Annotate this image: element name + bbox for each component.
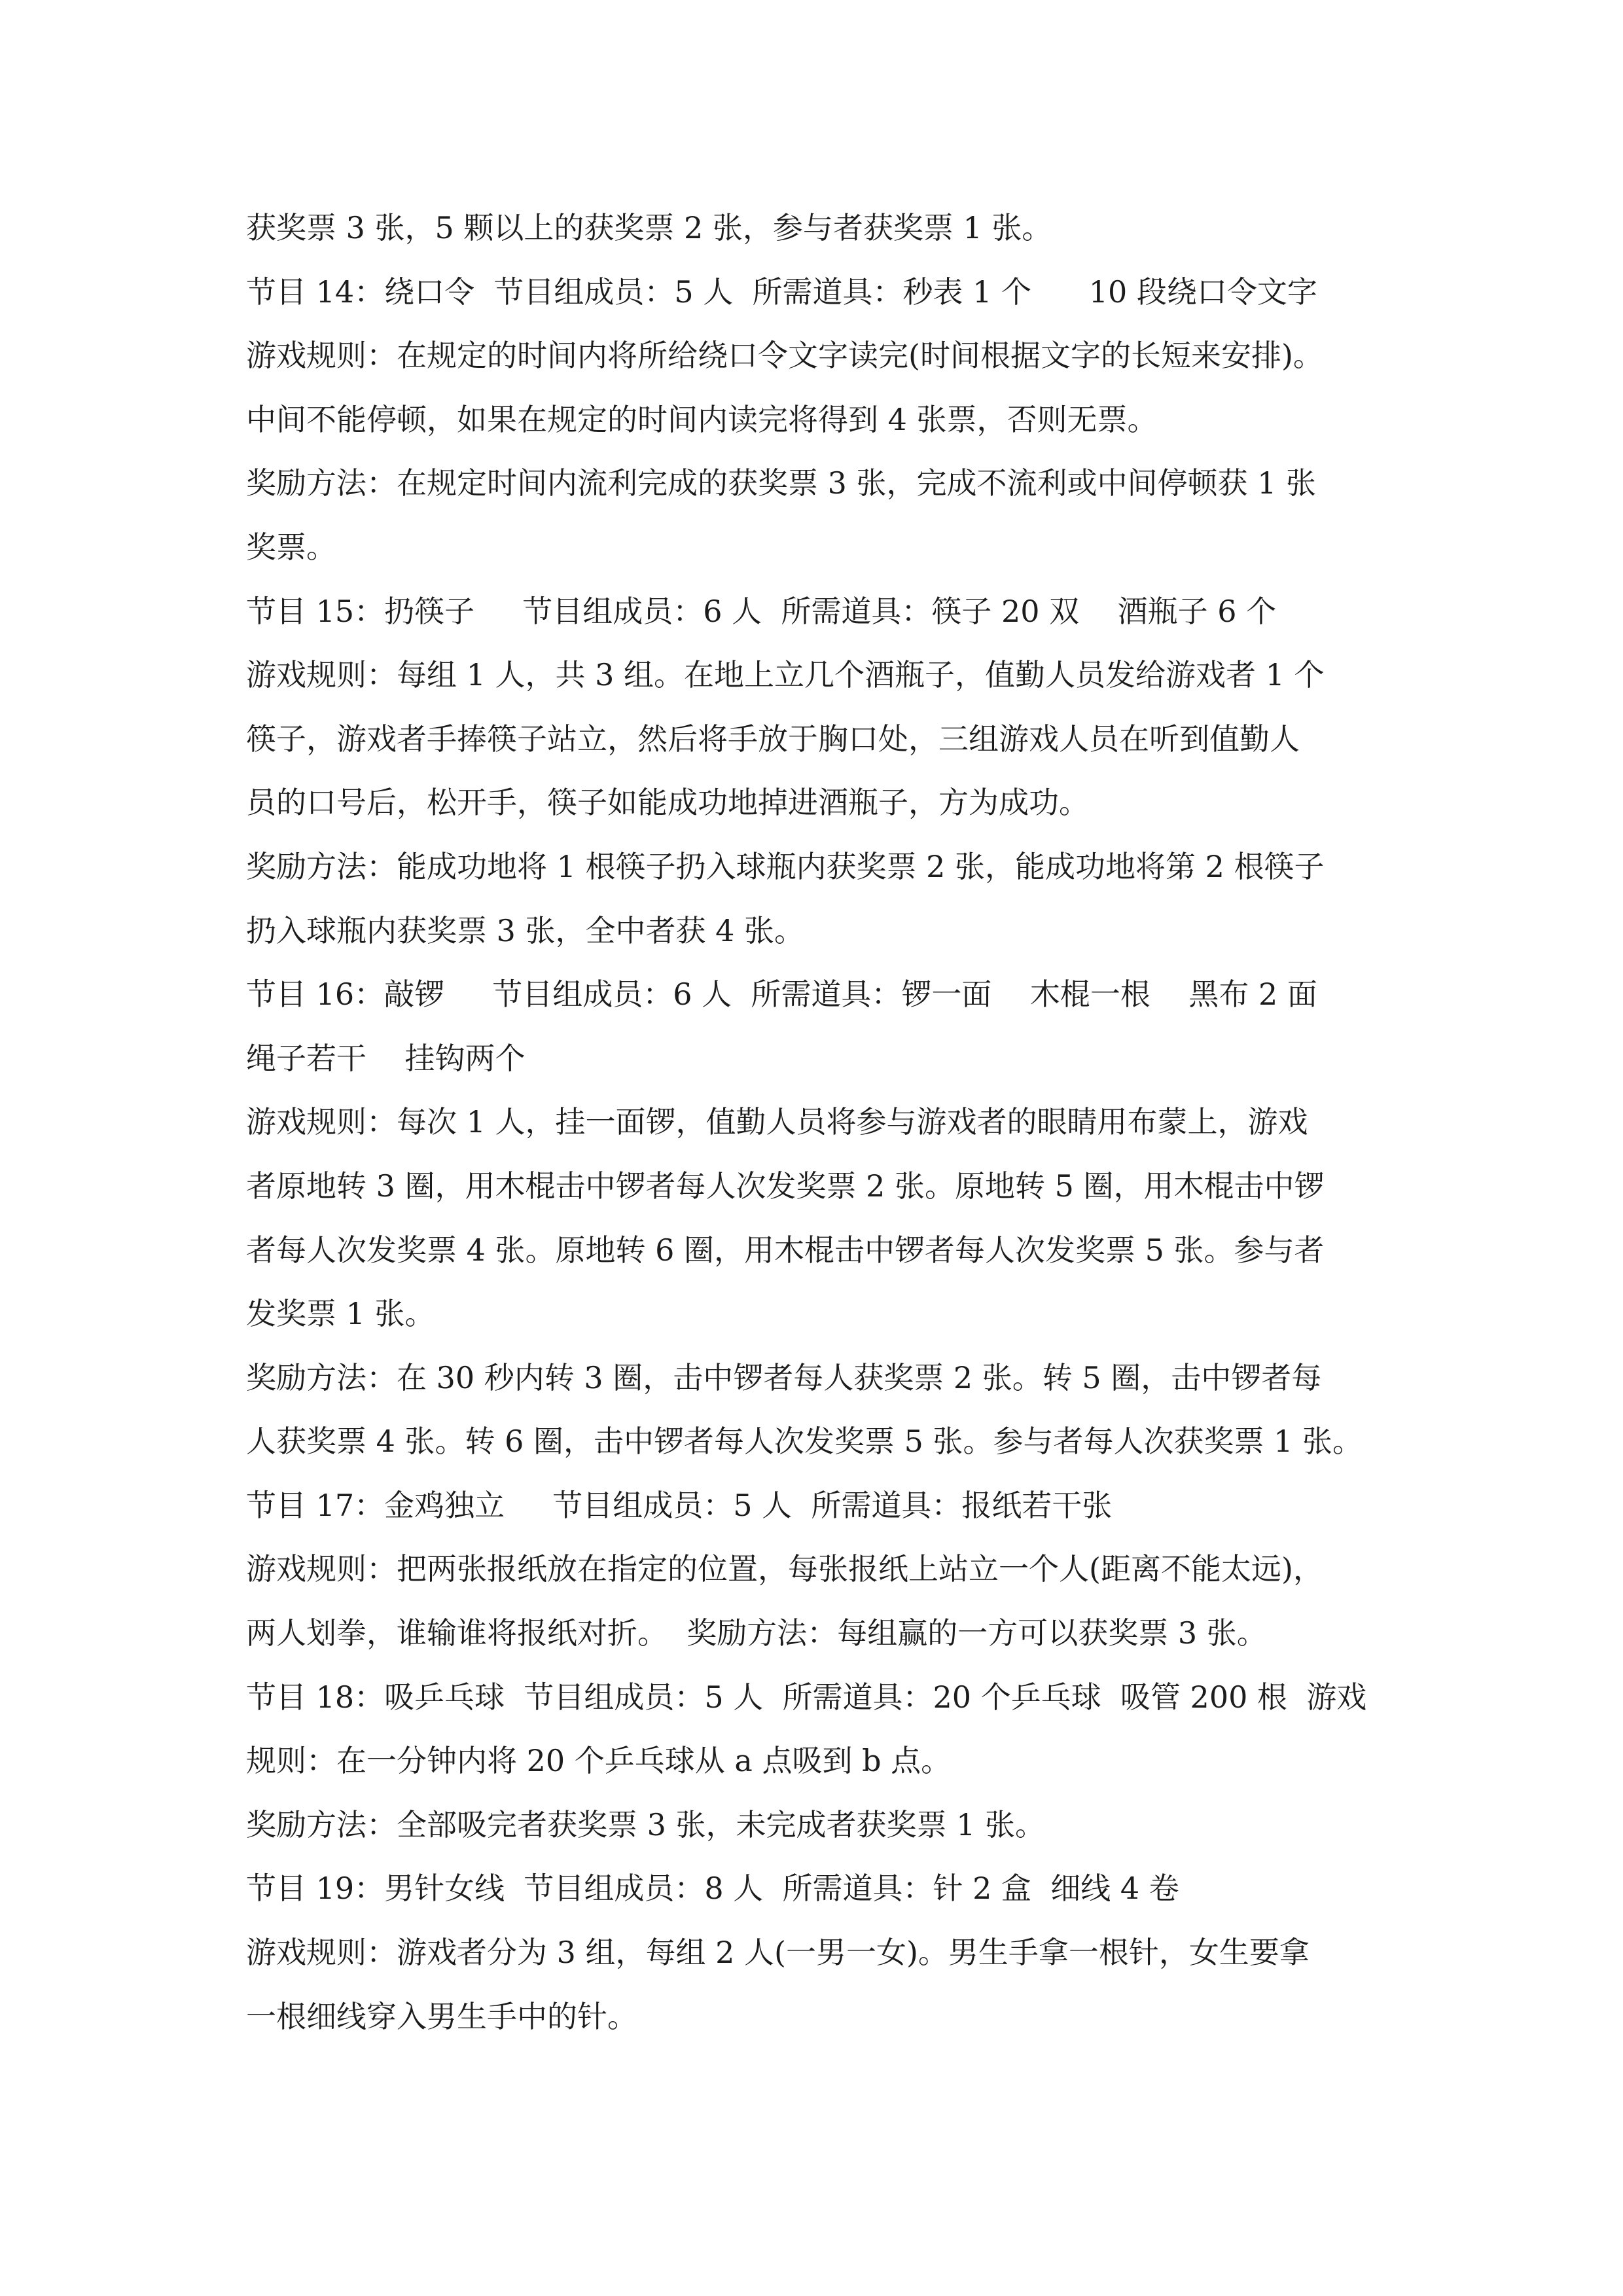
- program-heading-19: 节目 19：男针女线 节目组成员：8 人 所需道具：针 2 盒 细线 4 卷: [246, 1871, 1179, 1907]
- program-heading-16: 节目 16：敲锣 节目组成员：6 人 所需道具：锣一面 木棍一根 黑布 2 面: [246, 977, 1317, 1013]
- text-line: 中间不能停顿，如果在规定的时间内读完将得到 4 张票，否则无票。: [246, 401, 1158, 437]
- text-line: 发奖票 1 张。: [246, 1296, 435, 1332]
- text-line: 奖励方法：全部吸完者获奖票 3 张，未完成者获奖票 1 张。: [246, 1806, 1046, 1842]
- program-heading-18: 节目 18：吸乒乓球 节目组成员：5 人 所需道具：20 个乒乓球 吸管 200 根 游戏: [246, 1679, 1367, 1715]
- text-line: 绳子若干 挂钩两个: [246, 1040, 526, 1076]
- text-line: 游戏规则：每次 1 人，挂一面锣，值勤人员将参与游戏者的眼睛用布蒙上，游戏: [246, 1104, 1308, 1140]
- text-line: 奖励方法：能成功地将 1 根筷子扔入球瓶内获奖票 2 张，能成功地将第 2 根筷子: [246, 848, 1325, 884]
- text-line: 规则：在一分钟内将 20 个乒乓球从 a 点吸到 b 点。: [246, 1743, 952, 1779]
- program-heading-17: 节目 17：金鸡独立 节目组成员：5 人 所需道具：报纸若干张: [246, 1487, 1113, 1523]
- text-line: 两人划拳，谁输谁将报纸对折。 奖励方法：每组赢的一方可以获奖票 3 张。: [246, 1615, 1267, 1651]
- document-body: [246, 196, 1398, 2049]
- text-line: 人获奖票 4 张。转 6 圈，击中锣者每人次发奖票 5 张。参与者每人次获奖票 1 张。: [246, 1424, 1363, 1460]
- text-line: 奖励方法：在规定时间内流利完成的获奖票 3 张，完成不流利或中间停顿获 1 张: [246, 465, 1317, 501]
- text-line: 获奖票 3 张，5 颗以上的获奖票 2 张，参与者获奖票 1 张。: [246, 210, 1052, 245]
- text-line: 奖票。: [246, 529, 336, 565]
- program-heading-14: 节目 14：绕口令 节目组成员：5 人 所需道具：秒表 1 个 10 段绕口令文字: [246, 274, 1317, 310]
- text-line: 者每人次发奖票 4 张。原地转 6 圈，用木棍击中锣者每人次发奖票 5 张。参与者: [246, 1232, 1325, 1268]
- program-heading-15: 节目 15：扔筷子 节目组成员：6 人 所需道具：筷子 20 双 酒瓶子 6 个: [246, 593, 1277, 629]
- text-line: 员的口号后，松开手，筷子如能成功地掉进酒瓶子，方为成功。: [246, 785, 1089, 821]
- text-line: 筷子，游戏者手捧筷子站立，然后将手放于胸口处，三组游戏人员在听到值勤人: [246, 721, 1300, 757]
- text-line: 扔入球瓶内获奖票 3 张，全中者获 4 张。: [246, 912, 805, 948]
- text-line: 游戏规则：每组 1 人，共 3 组。在地上立几个酒瓶子，值勤人员发给游戏者 1 个: [246, 657, 1325, 693]
- text-line: 游戏规则：把两张报纸放在指定的位置，每张报纸上站立一个人(距离不能太远)，: [246, 1551, 1323, 1587]
- text-line: 奖励方法：在 30 秒内转 3 圈，击中锣者每人获奖票 2 张。转 5 圈，击中锣者每: [246, 1359, 1322, 1395]
- text-line: 游戏规则：在规定的时间内将所给绕口令文字读完(时间根据文字的长短来安排)。: [246, 338, 1323, 374]
- text-line: 者原地转 3 圈，用木棍击中锣者每人次发奖票 2 张。原地转 5 圈，用木棍击中锣: [246, 1168, 1325, 1204]
- text-line: 游戏规则：游戏者分为 3 组，每组 2 人(一男一女)。男生手拿一根针，女生要拿: [246, 1935, 1310, 1971]
- text-line: 一根细线穿入男生手中的针。: [246, 1998, 637, 2034]
